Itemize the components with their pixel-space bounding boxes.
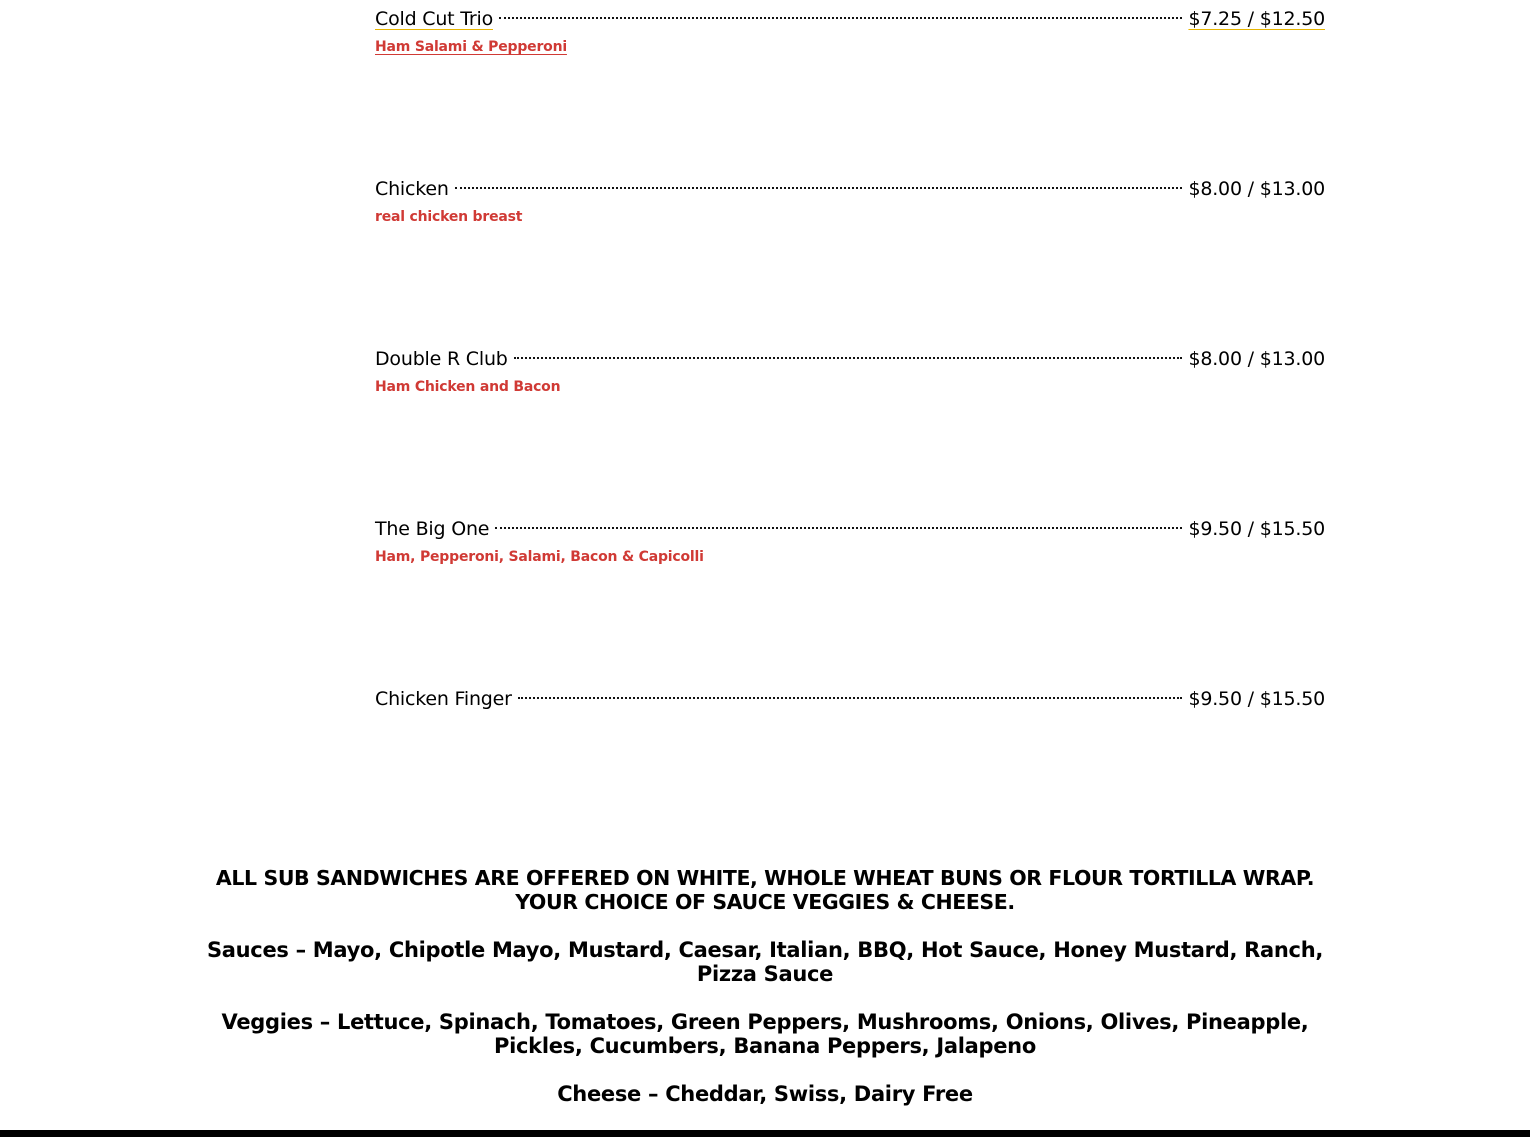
menu-item-description: real chicken breast [375,209,523,225]
dotted-leader [499,17,1182,19]
menu-item-header [375,344,1325,374]
sandwich-options-notes [200,866,1330,1130]
menu-item-header [375,4,1325,34]
menu-item-price: $8.00 / $13.00 [1188,348,1325,370]
menu-item-header [375,514,1325,544]
dotted-leader [518,697,1183,699]
footer-bar [0,1130,1530,1137]
menu-item-name: Chicken [375,178,449,200]
buns-info [200,866,1330,914]
menu-item-price[interactable]: $7.25 / $12.50 [1188,8,1325,30]
buns-info-line-1: ALL SUB SANDWICHES ARE OFFERED ON WHITE, WHOLE WHEAT BUNS OR FLOUR TORTILLA WRAP. [215,866,1315,890]
dotted-leader [455,187,1183,189]
menu-item-price: $9.50 / $15.50 [1188,688,1325,710]
menu-item-price: $9.50 / $15.50 [1188,518,1325,540]
sauces-list: Sauces – Mayo, Chipotle Mayo, Mustard, Caesar, Italian, BBQ, Hot Sauce, Honey Mustard, Ranch, Pizza Sauce [206,938,1324,986]
menu-item-name: The Big One [375,518,490,540]
menu-item-double-r-club [375,344,1325,395]
menu-item-name: Chicken Finger [375,688,512,710]
menu-item-chicken [375,174,1325,225]
menu-item-name: Double R Club [375,348,508,370]
dotted-leader [514,357,1183,359]
menu-item-chicken-finger [375,684,1325,714]
menu-item-cold-cut-trio[interactable] [375,4,1325,55]
menu-item-price: $8.00 / $13.00 [1188,178,1325,200]
menu-item-the-big-one [375,514,1325,565]
menu-item-header [375,684,1325,714]
menu-item-header [375,174,1325,204]
buns-info-line-2: YOUR CHOICE OF SAUCE VEGGIES & CHEESE. [515,890,1015,914]
menu-item-description: Ham Chicken and Bacon [375,379,561,395]
menu-item-name[interactable]: Cold Cut Trio [375,8,493,30]
veggies-list: Veggies – Lettuce, Spinach, Tomatoes, Green Peppers, Mushrooms, Onions, Olives, Pineapple, Pickles, Cucumbers, Banana Peppers, Jalapeno [221,1010,1309,1058]
cheese-list: Cheese – Cheddar, Swiss, Dairy Free [557,1082,973,1106]
menu-item-description: Ham, Pepperoni, Salami, Bacon & Capicolli [375,549,704,565]
menu-item-description[interactable]: Ham Salami & Pepperoni [375,39,567,55]
dotted-leader [495,527,1182,529]
